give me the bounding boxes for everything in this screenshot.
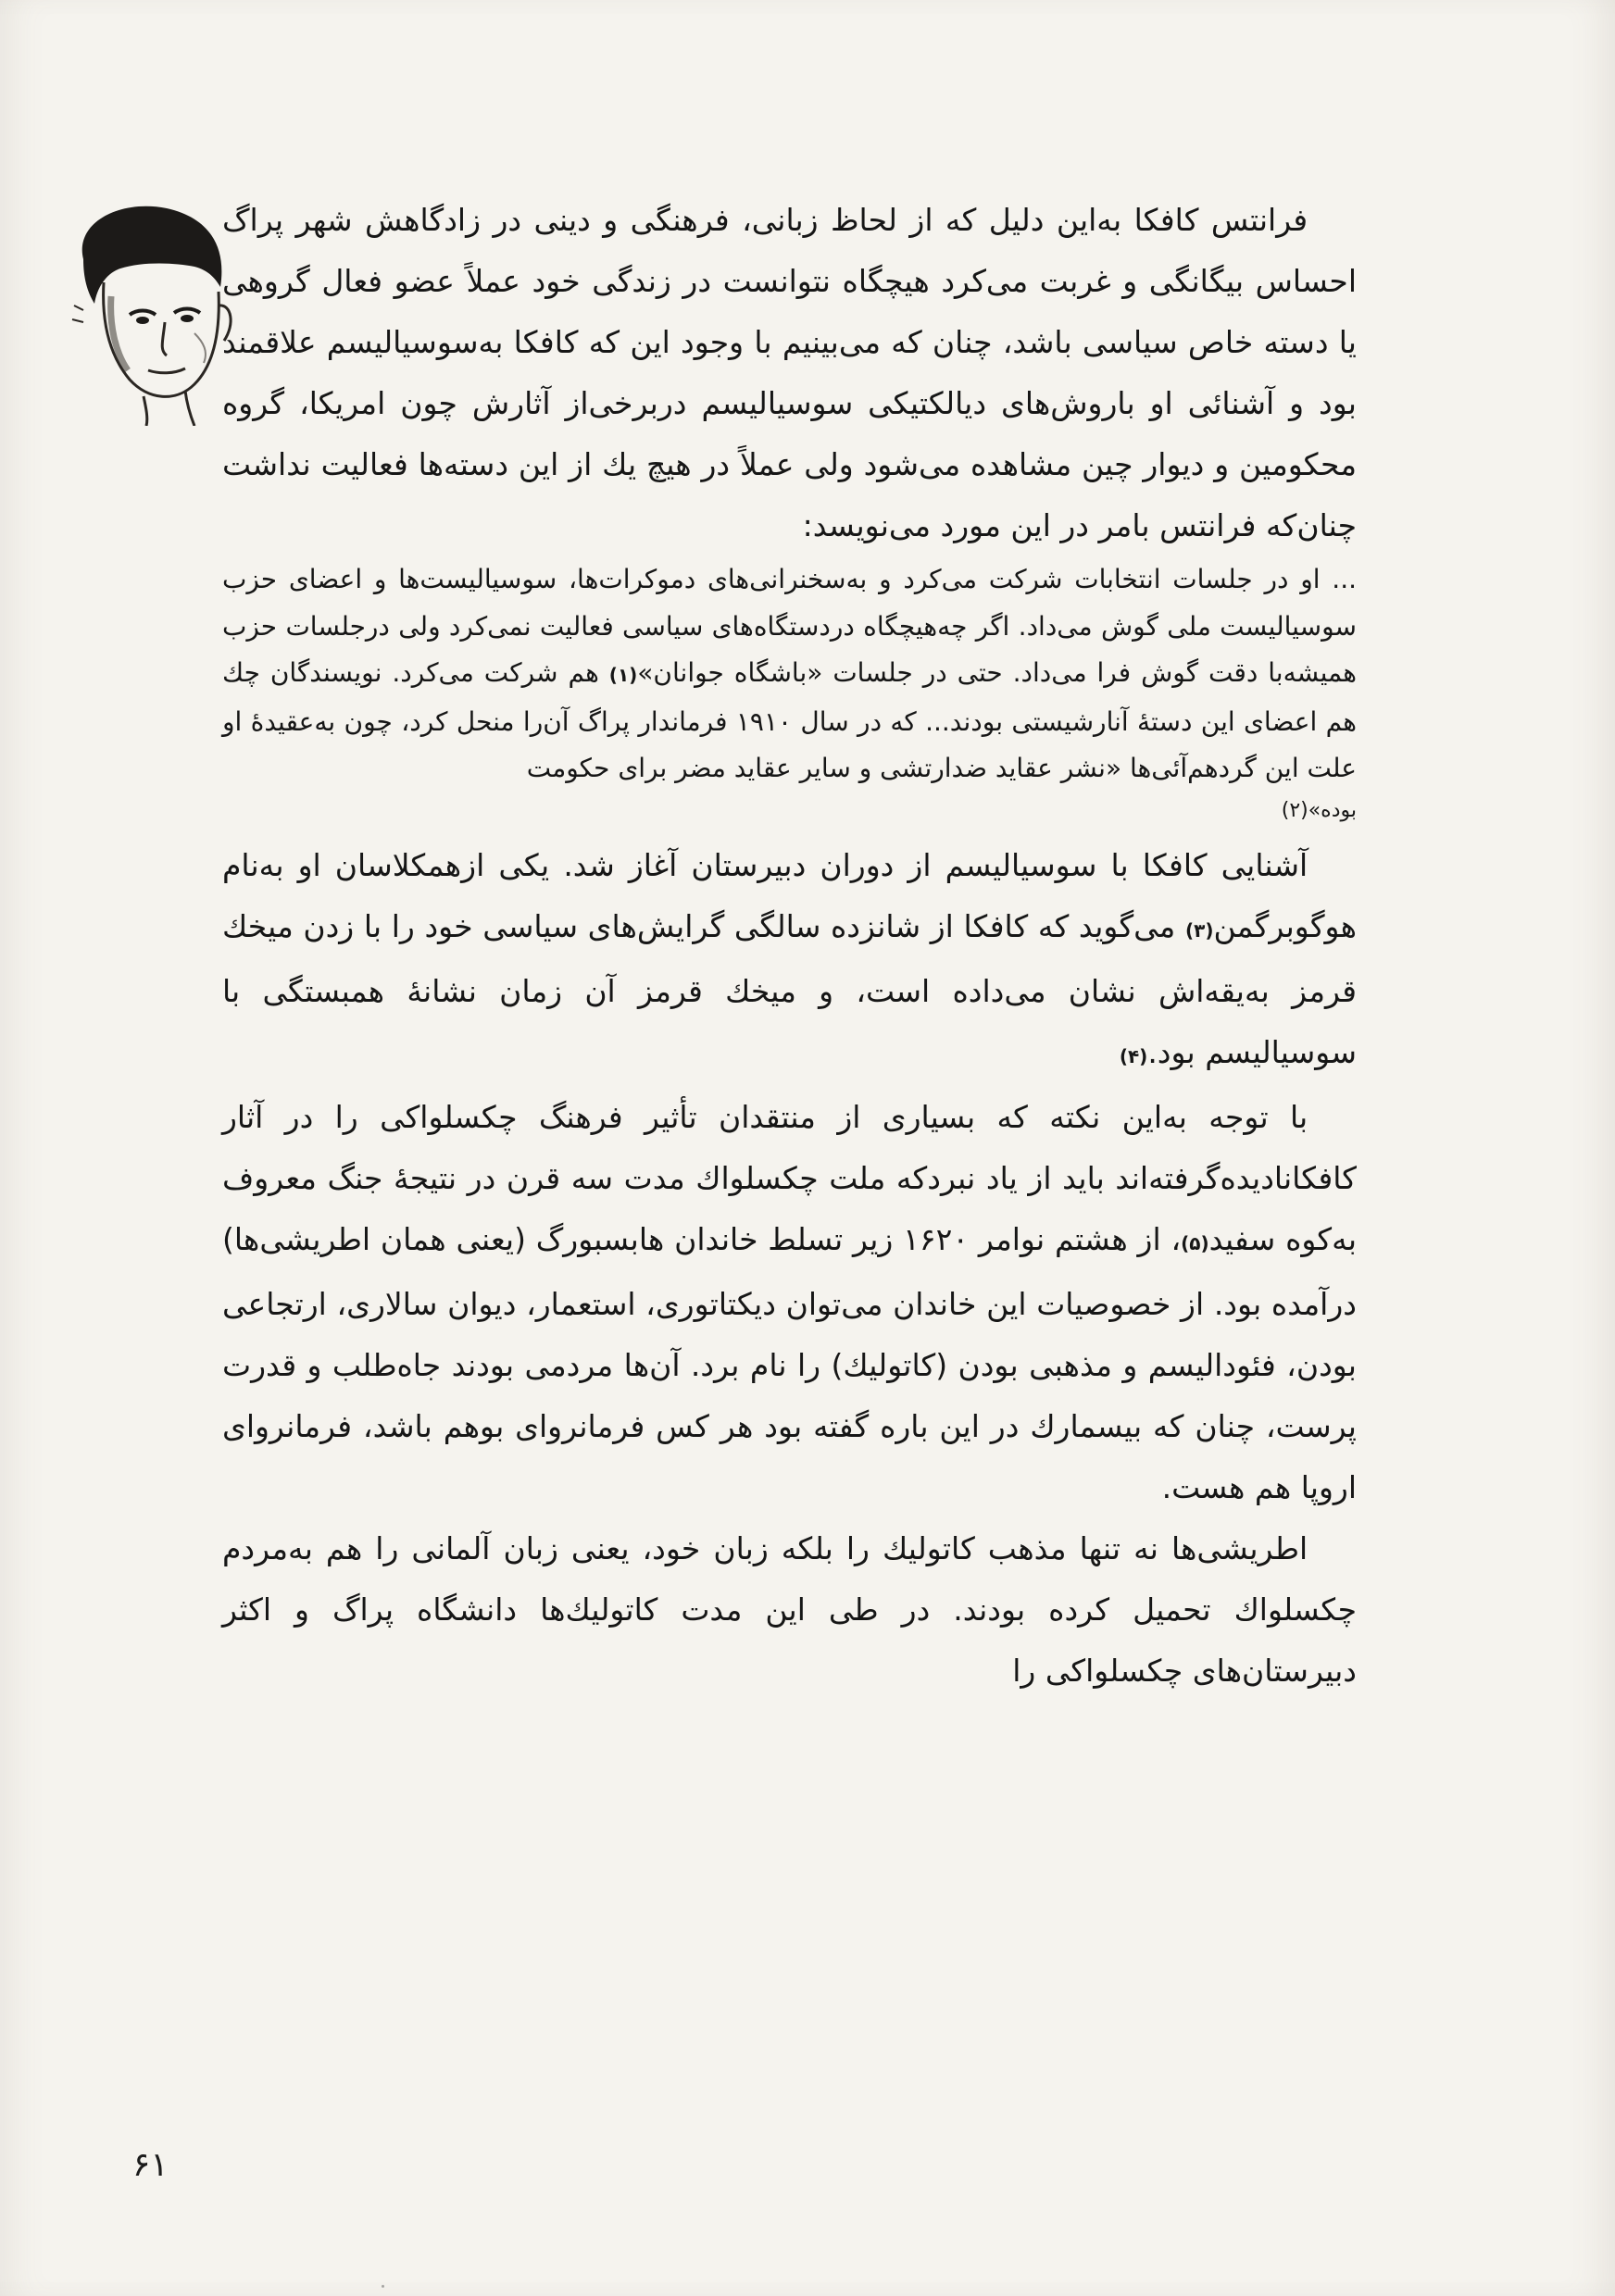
paragraph-3-text-a: با توجه به‌این نکته که بسیاری از منتقدان تأثیر فرهنگ چکسلواکی را در آثار کافکانادیده‌گرفته‌اند باید از یاد نبردکه ملت چکسلواك مدت سه قرن در نتیجهٔ جنگ معروف به‌کوه سفید (222, 1098, 1358, 1257)
paragraph-3-text-b: ، از هشتم نوامر ۱۶۲۰ زیر تسلط خاندان هابسبورگ (یعنی همان اطریشی‌ها) درآمده بود. از خصوصیات این خاندان می‌توان دیکتاتوری، استعمار، دیوان سالاری، ارتجاعی بودن، فئودالیسم و مذهبی بودن (کاتولیك) را نام برد. آن‌ها مردمی بودند جاه‌طلب و قدرت پرست، چنان که بیسمارك در این باره گفته بود هر کس فرمانروای بوهم باشد، فرمانروای اروپا هم هست. (222, 1220, 1357, 1505)
footnote-marker-3: (۳) (1184, 918, 1214, 942)
page-number: ۶۱ (132, 2146, 169, 2184)
footnote-marker-1: (۱) (608, 664, 638, 686)
paragraph-1-text: فرانتس کافکا به‌این دلیل که از لحاظ زبانی، فرهنگی و دینی در زادگاهش شهر پراگ احساس بیگانگی و غربت می‌کرد هیچگاه نتوانست در زندگی خود عملاً عضو فعال گروهی یا دسته خاص سیاسی باشد، چنان که می‌بینیم با وجود این که کافکا به‌سوسیالیسم علاقمند بود و آشنائی او باروش‌های دیالکتیکی سوسیالیسم دربرخی‌از آثارش چون امریکا، گروه محکومین و دیوار چین مشاهده می‌شود ولی عملاً در هیچ یك از این دسته‌ها فعالیت نداشت چنان‌که فرانتس بامر در این مورد می‌نویسد: (222, 202, 1357, 543)
block-quote-tail: بوده»(۲) (1281, 798, 1357, 822)
block-quote (222, 556, 1357, 835)
paragraph-2 (222, 835, 1357, 1087)
footnote-marker-4: (۴) (1119, 1044, 1148, 1067)
block-quote-text-b: هم شرکت می‌کرد. نویسندگان چك هم اعضای این دستهٔ آنارشیستی بودند... که در سال ۱۹۱۰ فرماندار پراگ آن‌را منحل کرد، چون به‌عقیدهٔ او علت این گردهم‌آئی‌ها «نشر عقاید ضدارتشی و سایر عقاید مضر برای حکومت (222, 657, 1357, 783)
portrait-sketch-icon (56, 194, 241, 426)
kafka-portrait-image (56, 194, 241, 426)
paragraph-4 (222, 1518, 1357, 1702)
footnote-marker-5: (۵) (1181, 1231, 1209, 1254)
block-quote-text-a: ... او در جلسات انتخابات شرکت می‌کرد و به‌سخنرانی‌های دموکرات‌ها، سوسیالیست‌ها و اعضای حزب سوسیالیست ملی گوش می‌داد. اگر چه‌هیچگاه دردستگاه‌های سیاسی فعالیت نمی‌کرد ولی درجلسات حزب همیشه‌با دقت گوش فرا می‌داد. حتی در جلسات «باشگاه جوانان» (222, 564, 1357, 688)
paper-speck (382, 2285, 384, 2288)
paragraph-1 (222, 190, 1357, 556)
paragraph-2-text-a: آشنایی کافکا با سوسیالیسم از دوران دبیرستان آغاز شد. یکی ازهمکلاسان او به‌نام هوگوبرگمن (222, 846, 1357, 944)
paragraph-2-text-b: می‌گوید که کافکا از شانزده سالگی گرایش‌های سیاسی خود را با زدن میخك قرمز به‌یقه‌اش نشان می‌داده است، و میخك قرمز آن زمان نشانهٔ همبستگی با سوسیالیسم بود. (222, 907, 1357, 1070)
paragraph-3 (222, 1087, 1357, 1518)
page-text-body (222, 190, 1357, 1702)
paragraph-4-text: اطریشی‌ها نه تنها مذهب کاتولیك را بلکه زبان خود، یعنی زبان آلمانی را هم به‌مردم چکسلواك تحمیل کرده بودند. در طی این مدت کاتولیك‌ها دانشگاه پراگ و اکثر دبیرستان‌های چکسلواکی را (222, 1529, 1357, 1689)
